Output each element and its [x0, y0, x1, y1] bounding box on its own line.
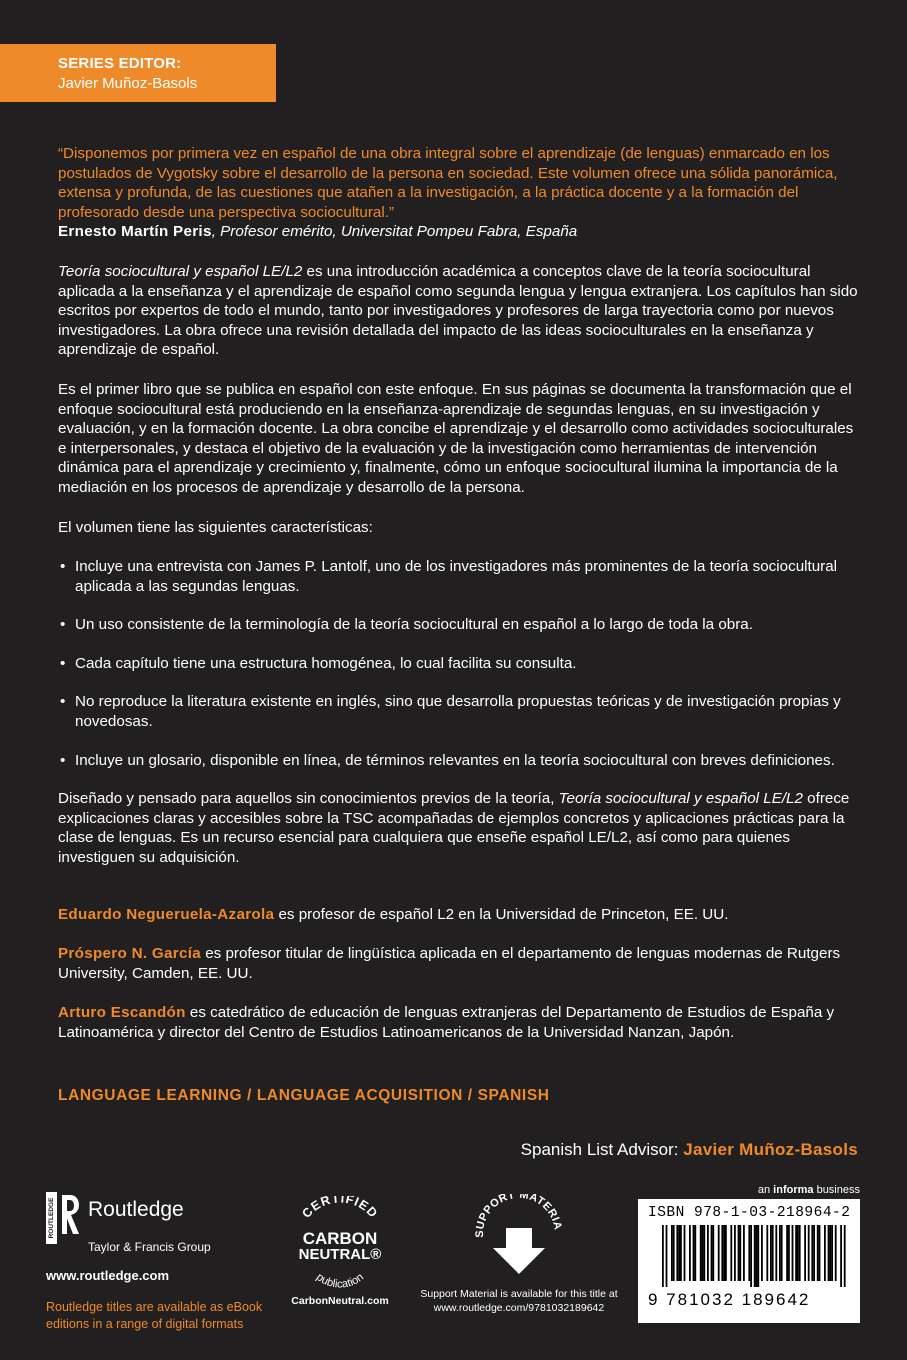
barcode-bar	[817, 1225, 819, 1281]
barcode-bar	[730, 1225, 732, 1281]
closing-pre: Diseñado y pensado para aquellos sin conocimientos previos de la teoría,	[58, 790, 559, 808]
barcode-bar	[829, 1225, 831, 1281]
barcode-bar	[761, 1225, 763, 1281]
barcode-bar	[756, 1225, 758, 1287]
barcode-bar	[835, 1225, 837, 1281]
barcode-bar	[689, 1225, 691, 1281]
barcode-bar	[786, 1225, 788, 1281]
barcode-bar	[718, 1225, 720, 1281]
support-note-line2: www.routledge.com/9781032189642	[433, 1302, 605, 1314]
barcode-bar	[804, 1225, 806, 1281]
barcode-bar	[770, 1225, 772, 1281]
author-bio-text: es catedrático de educación de lenguas extranjeras del Departamento de Estudios de España y Latinoamérica y director del Centro de Estudios Latinoamericanos de la Universidad Nanzan, Japón.	[58, 1004, 835, 1041]
support-note-line1: Support Material is available for this title at	[420, 1288, 618, 1300]
advisor-name: Javier Muñoz-Basols	[683, 1140, 858, 1159]
informa-line	[638, 1184, 860, 1196]
closing-post: ofrece explicaciones claras y accesibles sobre la TSC acompañadas de ejemplos concretos y aplicaciones prácticas para la clase de lenguas. Es un recurso esencial para cualquiera que enseñe español LE/L2, así como para quienes investiguen su adquisición.	[58, 790, 850, 867]
carbon-bottom-text: publication	[313, 1271, 367, 1288]
support-material-block	[410, 1194, 628, 1315]
closing-book-title: Teoría sociocultural y español LE/L2	[558, 790, 803, 808]
publisher-block	[46, 1192, 276, 1333]
list-advisor	[521, 1140, 858, 1160]
endorsement-author: Ernesto Martín Peris	[58, 223, 212, 241]
isbn-label: ISBN 978-1-03-218964-2	[648, 1205, 851, 1221]
download-arrow-icon	[469, 1194, 569, 1278]
feature-item: • Un uso consistente de la terminología de la teoría sociocultural en español a lo largo de toda la obra.	[58, 615, 858, 635]
carbon-neutral-badge	[284, 1196, 396, 1307]
barcode-bar	[795, 1225, 797, 1281]
barcode-bar	[723, 1225, 725, 1281]
barcode-bar	[676, 1225, 678, 1281]
author-name: Eduardo Negueruela-Azarola	[58, 905, 275, 923]
barcode-bar	[792, 1225, 794, 1281]
author-bio	[58, 944, 858, 983]
barcode-box	[638, 1199, 860, 1323]
author-name: Arturo Escandón	[58, 1004, 186, 1022]
author-bio-text: es profesor titular de lingüística aplicada en el departamento de lenguas modernas de Rutgers University, Camden, EE. UU.	[58, 945, 841, 982]
feature-item: • Incluye una entrevista con James P. Lantolf, uno de los investigadores más prominentes de la teoría sociocultural aplicada a las segundas lenguas.	[58, 557, 858, 596]
barcode-bar	[766, 1225, 768, 1281]
routledge-logo	[46, 1192, 276, 1244]
second-paragraph: Es el primer libro que se publica en español con este enfoque. En sus páginas se documenta la transformación que el enfoque sociocultural está produciendo en la enseñanza-aprendizaje de segundas lenguas, en su investigación y evaluación, y en la formación docente. La obra concibe el aprendizaje y el desarrollo como actividades socioculturales e interpersonales, y destaca el objetivo de la evaluación y de la investigación como herramientas de intervención dinámica para el aprendizaje y crecimiento y, finalmente, cómo un enfoque sociocultural ilumina la importancia de la mediación en los procesos de aprendizaje y desarrollo de la persona.	[58, 380, 854, 496]
endorsement-attribution	[58, 222, 858, 242]
informa-pre: an	[757, 1184, 774, 1196]
barcode-bar	[711, 1225, 713, 1281]
isbn-block	[638, 1184, 860, 1323]
barcode-bar	[775, 1225, 777, 1281]
author-bio-text: es profesor de español L2 en la Universidad de Princeton, EE. UU.	[274, 905, 729, 923]
barcode-bar	[808, 1225, 810, 1281]
advisor-label: Spanish List Advisor:	[520, 1140, 684, 1159]
barcode-bar	[788, 1225, 790, 1281]
barcode-bar	[840, 1225, 842, 1287]
carbon-neutral-icon	[284, 1196, 396, 1288]
barcode-bar	[662, 1225, 664, 1287]
barcode-bar	[772, 1225, 774, 1281]
series-editor-label: SERIES EDITOR:	[58, 55, 182, 72]
barcode-bar	[700, 1225, 702, 1281]
barcode-bar	[824, 1225, 826, 1281]
ebook-note: Routledge titles are available as eBook editions in a range of digital formats	[46, 1300, 263, 1331]
barcode-bar	[738, 1225, 740, 1281]
barcode-bar	[748, 1225, 750, 1281]
publisher-url: www.routledge.com	[46, 1268, 170, 1283]
barcode-bar	[684, 1225, 686, 1281]
feature-item: • Incluye un glosario, disponible en línea, de términos relevantes en la teoría sociocultural con breves definiciones.	[58, 751, 858, 771]
carbon-url: CarbonNeutral.com	[291, 1295, 389, 1307]
barcode-bar	[813, 1225, 815, 1281]
barcode-bar	[703, 1225, 705, 1281]
barcode-bar	[734, 1225, 736, 1281]
carbon-top-text: CERTIFIED	[299, 1196, 381, 1221]
barcode-bar	[694, 1225, 696, 1281]
intro-paragraph	[58, 262, 858, 360]
barcode-bar	[725, 1225, 727, 1281]
barcode-bar	[693, 1225, 695, 1281]
barcode-bar	[819, 1225, 821, 1281]
barcode-digits: 9 781032 189642	[648, 1290, 811, 1309]
routledge-side-label: ROUTLEDGE	[48, 1197, 56, 1239]
back-cover-text	[58, 144, 858, 1043]
barcode-bar	[666, 1225, 668, 1287]
barcode-bar	[831, 1225, 833, 1281]
feature-item: • No reproduce la literatura existente en inglés, sino que desarrolla propuestas teóricas y de investigación propias y novedosas.	[58, 692, 858, 731]
features-list	[58, 557, 858, 770]
barcode-icon	[648, 1221, 852, 1287]
series-editor-banner	[0, 44, 276, 102]
features-intro: El volumen tiene las siguientes características:	[58, 518, 373, 536]
barcode-bar	[743, 1225, 745, 1281]
carbon-mid2: NEUTRAL®	[298, 1246, 382, 1263]
barcode-bar	[721, 1225, 723, 1281]
barcode-bar	[673, 1225, 675, 1281]
barcode-bar	[750, 1225, 752, 1287]
barcode-bar	[754, 1225, 756, 1287]
barcode-bar	[680, 1225, 682, 1281]
routledge-r-icon	[46, 1192, 82, 1244]
subject-categories: LANGUAGE LEARNING / LANGUAGE ACQUISITION / SPANISH	[58, 1087, 550, 1104]
barcode-bar	[757, 1225, 759, 1287]
series-editor-name: Javier Muñoz-Basols	[58, 75, 198, 92]
barcode-bar	[779, 1225, 781, 1281]
support-badge-text: SUPPORT MATERIA	[473, 1194, 564, 1238]
author-bio	[58, 905, 858, 925]
barcode-bar	[781, 1225, 783, 1281]
barcode-bar	[712, 1225, 714, 1281]
barcode-bar	[671, 1225, 673, 1281]
barcode-bar	[702, 1225, 704, 1281]
author-name: Próspero N. García	[58, 945, 201, 963]
svg-text:publication	[314, 1271, 366, 1288]
author-bio	[58, 1003, 858, 1042]
closing-paragraph	[58, 789, 858, 867]
intro-text: es una introducción académica a conceptos clave de la teoría sociocultural aplicada a la enseñanza y el aprendizaje de español como segunda lengua y lengua extranjera. Los capítulos han sido escritos por expertos de todo el mundo, tanto por investigadores y profesores de larga trayectoria como por nuevos investigadores. La obra ofrece una revisión detallada del impacto de las ideas socioculturales en la enseñanza y aprendizaje de español.	[58, 262, 858, 359]
endorsement-quote: “Disponemos por primera vez en español de una obra integral sobre el aprendizaje (de lenguas) enmarcado en los postulados de Vygotsky sobre el desarrollo de la persona en sociedad. Este volumen ofrece una sólida panorámica, extensa y profunda, de las cuestiones que atañen a la investigación, a la práctica docente y a la formación del profesorado desde una perspectiva sociocultural.”	[58, 145, 838, 221]
publisher-group: Taylor & Francis Group	[88, 1240, 211, 1254]
barcode-bar	[828, 1225, 830, 1281]
barcode-bar	[707, 1225, 709, 1281]
barcode-bar	[797, 1225, 799, 1281]
feature-item: • Cada capítulo tiene una estructura homogénea, lo cual facilita su consulta.	[58, 654, 858, 674]
intro-book-title: Teoría sociocultural y español LE/L2	[58, 262, 303, 280]
informa-post: business	[813, 1184, 860, 1196]
barcode-bar	[739, 1225, 741, 1281]
carbon-mid1: CARBON	[302, 1229, 378, 1248]
barcode-bar	[799, 1225, 801, 1281]
barcode-bar	[844, 1225, 846, 1287]
barcode-bar	[678, 1225, 680, 1281]
publisher-name: Routledge	[88, 1198, 184, 1221]
informa-brand: informa	[773, 1184, 814, 1196]
barcode-bar	[811, 1225, 813, 1281]
svg-text:CERTIFIED	[299, 1196, 380, 1221]
endorsement-affiliation: , Profesor emérito, Universitat Pompeu Fabra, España	[211, 223, 578, 241]
